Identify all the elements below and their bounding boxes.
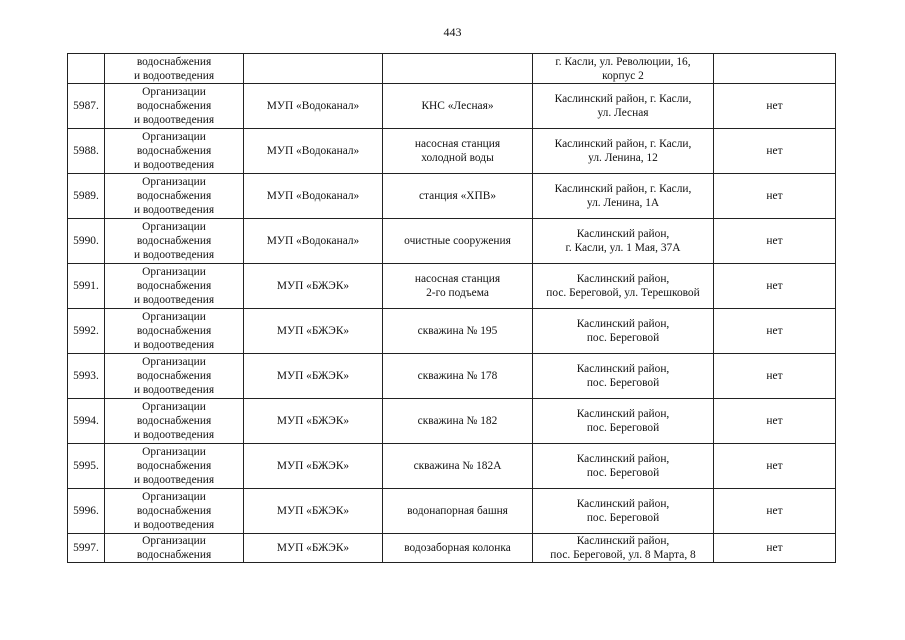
table-row <box>68 534 836 563</box>
cell-category <box>105 174 244 219</box>
cell-line: ул. Лесная <box>597 107 649 119</box>
table-row-continued <box>68 54 836 84</box>
cell-line: и водоотведения <box>133 384 215 396</box>
cell-line: скважина № 182 <box>417 415 498 427</box>
cell-number: 5987. <box>68 84 105 129</box>
cell-flag: нет <box>714 219 836 264</box>
table-row <box>68 174 836 219</box>
cell-line: и водоотведения <box>133 204 215 216</box>
cell-line: Организации <box>142 446 206 458</box>
table-row <box>68 354 836 399</box>
cell-line: Каслинский район, <box>576 498 670 510</box>
cell-line: Организации <box>142 401 206 413</box>
cell-category <box>105 444 244 489</box>
cell-line: Каслинский район, <box>576 408 670 420</box>
cell-number: 5988. <box>68 129 105 174</box>
cell-number: 5992. <box>68 309 105 354</box>
cell-organization: МУП «БЖЭК» <box>244 399 383 444</box>
cell-organization: МУП «БЖЭК» <box>244 444 383 489</box>
table-body <box>68 54 836 563</box>
cell-organization <box>244 54 383 84</box>
cell-object <box>383 534 533 563</box>
table-row <box>68 84 836 129</box>
cell-object <box>383 219 533 264</box>
cell-flag <box>714 54 836 84</box>
cell-line: станция «ХПВ» <box>418 190 497 202</box>
cell-address <box>533 219 714 264</box>
cell-flag: нет <box>714 264 836 309</box>
cell-category <box>105 309 244 354</box>
cell-number: 5994. <box>68 399 105 444</box>
cell-address <box>533 84 714 129</box>
cell-line: Каслинский район, <box>576 228 670 240</box>
cell-line: водоснабжения <box>136 190 212 202</box>
table-row <box>68 489 836 534</box>
cell-organization: МУП «Водоканал» <box>244 219 383 264</box>
cell-line: водоснабжения <box>136 460 212 472</box>
cell-number: 5990. <box>68 219 105 264</box>
cell-category <box>105 354 244 399</box>
cell-line: водоснабжения <box>136 415 212 427</box>
cell-line: скважина № 178 <box>417 370 498 382</box>
cell-category <box>105 84 244 129</box>
cell-organization: МУП «БЖЭК» <box>244 309 383 354</box>
cell-number: 5989. <box>68 174 105 219</box>
table-row <box>68 129 836 174</box>
cell-line: и водоотведения <box>133 339 215 351</box>
table-row <box>68 264 836 309</box>
cell-flag: нет <box>714 354 836 399</box>
cell-number: 5995. <box>68 444 105 489</box>
cell-line: Организации <box>142 356 206 368</box>
cell-line: Организации <box>142 535 206 547</box>
cell-address <box>533 354 714 399</box>
cell-number: 5997. <box>68 534 105 563</box>
cell-line: и водоотведения <box>133 429 215 441</box>
cell-line: пос. Береговой <box>586 377 660 389</box>
table-row <box>68 399 836 444</box>
cell-line: пос. Береговой, ул. 8 Марта, 8 <box>550 549 696 561</box>
cell-line: ул. Ленина, 12 <box>588 152 658 164</box>
table-row <box>68 219 836 264</box>
cell-object <box>383 354 533 399</box>
cell-line: водоснабжения <box>136 505 212 517</box>
cell-line: водоснабжения <box>136 55 212 68</box>
cell-flag: нет <box>714 399 836 444</box>
cell-category <box>105 129 244 174</box>
cell-object <box>383 399 533 444</box>
cell-line: и водоотведения <box>133 69 215 82</box>
cell-line: г. Касли, ул. 1 Мая, 37А <box>565 242 681 254</box>
cell-line: водоснабжения <box>136 145 212 157</box>
cell-line: холодной воды <box>421 152 494 164</box>
cell-line: насосная станция <box>414 273 501 285</box>
cell-flag: нет <box>714 129 836 174</box>
cell-category <box>105 264 244 309</box>
cell-object <box>383 84 533 129</box>
cell-line: водоснабжения <box>136 549 212 561</box>
cell-line: Организации <box>142 221 206 233</box>
cell-line: и водоотведения <box>133 159 215 171</box>
cell-number <box>68 54 105 84</box>
cell-line: скважина № 182А <box>413 460 502 472</box>
cell-line: КНС «Лесная» <box>421 100 494 112</box>
cell-number: 5993. <box>68 354 105 399</box>
cell-line: и водоотведения <box>133 474 215 486</box>
cell-line: Организации <box>142 266 206 278</box>
cell-address <box>533 399 714 444</box>
cell-line: пос. Береговой <box>586 512 660 524</box>
cell-line: пос. Береговой <box>586 422 660 434</box>
cell-line: Организации <box>142 86 206 98</box>
cell-organization: МУП «Водоканал» <box>244 174 383 219</box>
cell-line: очистные сооружения <box>404 235 511 247</box>
cell-line: и водоотведения <box>133 114 215 126</box>
cell-line: пос. Береговой <box>586 332 660 344</box>
cell-line: Каслинский район, г. Касли, <box>554 93 692 105</box>
cell-line: ул. Ленина, 1А <box>586 197 660 209</box>
cell-organization: МУП «Водоканал» <box>244 129 383 174</box>
cell-address <box>533 54 714 84</box>
cell-address <box>533 174 714 219</box>
cell-line: г. Касли, ул. Революции, 16, <box>555 55 691 68</box>
cell-address <box>533 309 714 354</box>
cell-line: Каслинский район, <box>576 273 670 285</box>
page-number: 443 <box>443 25 462 39</box>
cell-flag: нет <box>714 489 836 534</box>
cell-line: Каслинский район, г. Касли, <box>554 183 692 195</box>
cell-category <box>105 534 244 563</box>
cell-line: корпус 2 <box>602 69 644 82</box>
cell-object <box>383 489 533 534</box>
cell-object <box>383 309 533 354</box>
cell-number: 5991. <box>68 264 105 309</box>
cell-line: Каслинский район, <box>576 318 670 330</box>
cell-line: пос. Береговой, ул. Терешковой <box>546 287 700 299</box>
cell-address <box>533 534 714 563</box>
cell-address <box>533 129 714 174</box>
cell-flag: нет <box>714 174 836 219</box>
cell-line: насосная станция <box>414 138 501 150</box>
cell-line: и водоотведения <box>133 249 215 261</box>
cell-organization: МУП «БЖЭК» <box>244 264 383 309</box>
cell-organization: МУП «БЖЭК» <box>244 534 383 563</box>
cell-line: и водоотведения <box>133 294 215 306</box>
cell-flag: нет <box>714 84 836 129</box>
cell-line: скважина № 195 <box>417 325 498 337</box>
cell-organization: МУП «БЖЭК» <box>244 354 383 399</box>
cell-object <box>383 129 533 174</box>
cell-line: водоснабжения <box>136 325 212 337</box>
table-row <box>68 444 836 489</box>
cell-category <box>105 54 244 84</box>
cell-organization: МУП «Водоканал» <box>244 84 383 129</box>
cell-line: Организации <box>142 311 206 323</box>
cell-line: водоснабжения <box>136 370 212 382</box>
cell-line: пос. Береговой <box>586 467 660 479</box>
cell-line: водоснабжения <box>136 235 212 247</box>
cell-category <box>105 489 244 534</box>
cell-line: Каслинский район, <box>576 363 670 375</box>
cell-line: водозаборная колонка <box>404 542 511 554</box>
cell-object <box>383 444 533 489</box>
cell-line: водоснабжения <box>136 100 212 112</box>
cell-category <box>105 399 244 444</box>
cell-line: Организации <box>142 131 206 143</box>
cell-address <box>533 444 714 489</box>
cell-line: Организации <box>142 491 206 503</box>
cell-object <box>383 174 533 219</box>
cell-address <box>533 489 714 534</box>
cell-line: водонапорная башня <box>407 505 508 517</box>
cell-object <box>383 54 533 84</box>
cell-number: 5996. <box>68 489 105 534</box>
cell-line: 2-го подъема <box>426 287 489 299</box>
registry-table <box>67 53 836 563</box>
cell-object <box>383 264 533 309</box>
cell-line: Каслинский район, <box>576 453 670 465</box>
cell-line: и водоотведения <box>133 519 215 531</box>
cell-flag: нет <box>714 444 836 489</box>
cell-organization: МУП «БЖЭК» <box>244 489 383 534</box>
cell-line: Каслинский район, г. Касли, <box>554 138 692 150</box>
cell-flag: нет <box>714 309 836 354</box>
cell-category <box>105 219 244 264</box>
cell-line: водоснабжения <box>136 280 212 292</box>
table-row <box>68 309 836 354</box>
cell-line: Организации <box>142 176 206 188</box>
cell-address <box>533 264 714 309</box>
cell-flag: нет <box>714 534 836 563</box>
cell-line: Каслинский район, <box>576 535 670 547</box>
